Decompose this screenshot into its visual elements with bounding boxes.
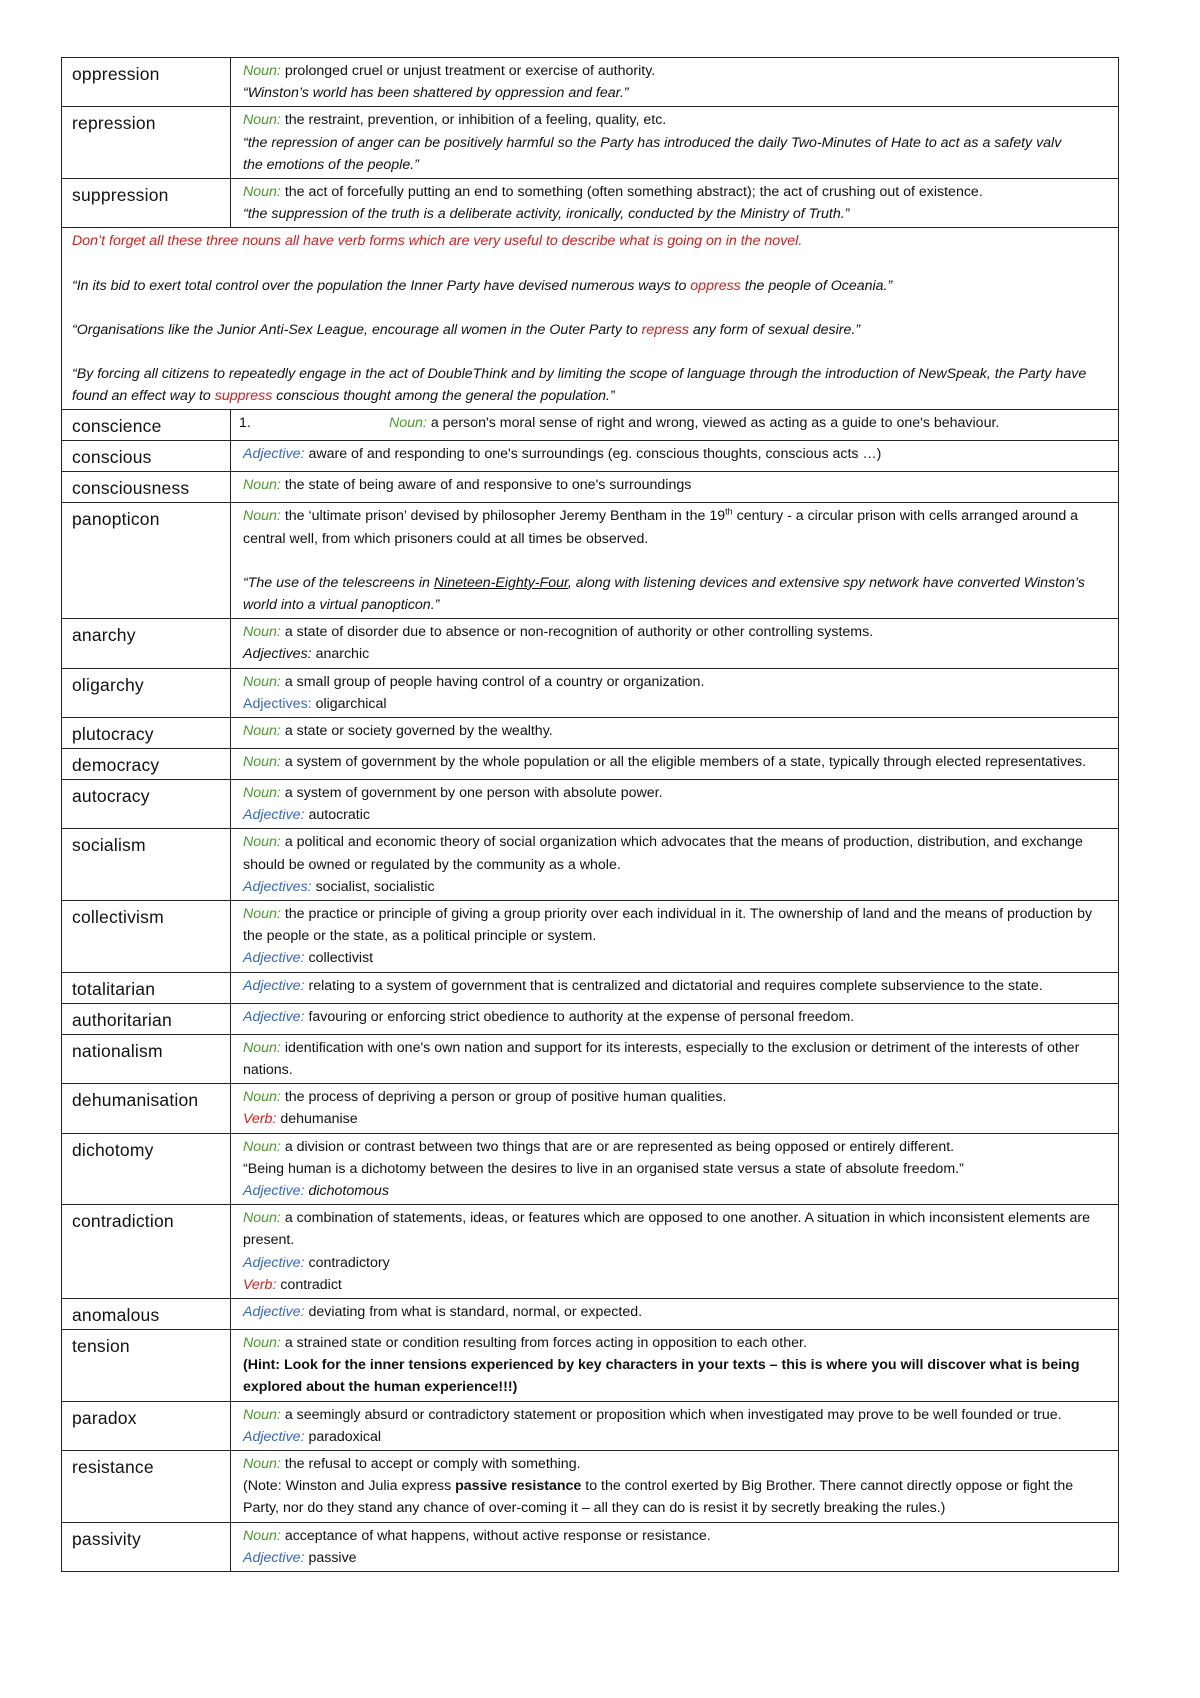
table-row bbox=[62, 441, 1119, 472]
definition-cell: Noun: a division or contrast between two things that are or are represented as being opposed or entirely different. “Being human is a dichotomy between the desires to live in an organised state versus a state of absolute freedom.” Adjective: dichotomous bbox=[231, 1133, 1119, 1205]
definition-cell: Adjective: deviating from what is standard, normal, or expected. bbox=[231, 1298, 1119, 1329]
adjective-label: Adjective: bbox=[243, 1303, 305, 1320]
definition-cell: Noun: a small group of people having control of a country or organization. Adjectives: oligarchical bbox=[231, 668, 1119, 717]
note-example-repress: “Organisations like the Junior Anti-Sex League, encourage all women in the Outer Party to repress any form of sexual desire.” bbox=[72, 321, 861, 338]
table-row bbox=[62, 668, 1119, 717]
noun-label: Noun: bbox=[243, 834, 281, 851]
noun-label: Noun: bbox=[243, 508, 281, 525]
table-row bbox=[62, 1003, 1119, 1034]
definition-cell: Noun: a combination of statements, ideas, or features which are opposed to one another. A situation in which inconsistent elements are present. Adjective: contradictory Verb: contradict bbox=[231, 1205, 1119, 1299]
term-cell: repression bbox=[62, 107, 231, 179]
term-cell: oppression bbox=[62, 58, 231, 107]
noun-label: Noun: bbox=[243, 1138, 281, 1155]
noun-label: Noun: bbox=[243, 1089, 281, 1106]
definition-cell: Noun: a system of government by the whole population or all the eligible members of a state, typically through elected representatives. bbox=[231, 749, 1119, 780]
table-row bbox=[62, 1298, 1119, 1329]
noun-label: Noun: bbox=[243, 1406, 281, 1423]
adjective-label: Adjective: bbox=[243, 1254, 305, 1271]
noun-label: Noun: bbox=[243, 906, 281, 923]
definition-cell: Noun: prolonged cruel or unjust treatment or exercise of authority. “Winston’s world has been shattered by oppression and fear.” bbox=[231, 58, 1119, 107]
noun-label: Noun: bbox=[243, 1334, 281, 1351]
definition-cell: Noun: the state of being aware of and responsive to one's surroundings bbox=[231, 472, 1119, 503]
definition-cell: Noun: a seemingly absurd or contradictory statement or proposition which when investigated may prove to be well founded or true. Adjective: paradoxical bbox=[231, 1401, 1119, 1450]
definition-cell: Adjective: favouring or enforcing strict obedience to authority at the expense of personal freedom. bbox=[231, 1003, 1119, 1034]
table-row bbox=[62, 410, 1119, 441]
table-row bbox=[62, 749, 1119, 780]
adjective-label: Adjective: bbox=[243, 1428, 305, 1445]
definition-cell: Noun: a political and economic theory of social organization which advocates that the means of production, distribution, and exchange should be owned or regulated by the community as a whole. Adjectives: socialist, socialistic bbox=[231, 829, 1119, 901]
term-cell: oligarchy bbox=[62, 668, 231, 717]
adjective-label: Adjective: bbox=[243, 1549, 305, 1566]
definition-cell: Noun: a state of disorder due to absence or non-recognition of authority or other controlling systems. Adjectives: anarchic bbox=[231, 619, 1119, 668]
adjective-label: Adjective: bbox=[243, 950, 305, 967]
adjective-label: Adjective: bbox=[243, 1182, 305, 1199]
table-row bbox=[62, 1205, 1119, 1299]
noun-label: Noun: bbox=[243, 785, 281, 802]
term-cell: panopticon bbox=[62, 503, 231, 619]
term-cell: nationalism bbox=[62, 1034, 231, 1083]
table-row bbox=[62, 780, 1119, 829]
noun-label: Noun: bbox=[243, 1210, 281, 1227]
table-row bbox=[62, 1034, 1119, 1083]
table-row bbox=[62, 1522, 1119, 1571]
definition-cell: Noun: the practice or principle of giving a group priority over each individual in it. The ownership of land and the means of production by the people or the state, as a political principle or system. Adjective: collectivist bbox=[231, 901, 1119, 973]
table-row bbox=[62, 1084, 1119, 1133]
noun-label: Noun: bbox=[243, 112, 281, 129]
list-number: 1. bbox=[239, 415, 251, 432]
adjective-label: Adjective: bbox=[243, 1008, 305, 1025]
noun-label: Noun: bbox=[243, 723, 281, 740]
note-heading: Don’t forget all these three nouns all have verb forms which are very useful to describe what is going on in the novel. bbox=[72, 233, 803, 250]
term-cell: totalitarian bbox=[62, 972, 231, 1003]
term-cell: democracy bbox=[62, 749, 231, 780]
definition-cell: Noun: the ‘ultimate prison’ devised by philosopher Jeremy Bentham in the 19th century - a circular prison with cells arranged around a central well, from which prisoners could at all times be observed. “The use of the telescreens in Nineteen-Eighty-Four, along with listening devices and extensive spy network have converted Winston’s world into a virtual panopticon.” bbox=[231, 503, 1119, 619]
term-cell: contradiction bbox=[62, 1205, 231, 1299]
example-quote: “Being human is a dichotomy between the desires to live in an organised state versus a state of absolute freedom.” bbox=[243, 1160, 964, 1177]
adjective-label: Adjective: bbox=[243, 977, 305, 994]
noun-label: Noun: bbox=[389, 415, 427, 432]
definition-cell: Noun: the refusal to accept or comply with something. (Note: Winston and Julia express passive resistance to the control exerted by Big Brother. There cannot directly oppose or fight the Party, nor do they stand any chance of over-coming it – all they can do is resist it by secretly breaking the rules.) bbox=[231, 1450, 1119, 1522]
verb-forms-note-row bbox=[62, 228, 1119, 410]
definition-cell: 1. Noun: a person's moral sense of right and wrong, viewed as acting as a guide to one's behaviour. bbox=[231, 410, 1119, 441]
table-row bbox=[62, 718, 1119, 749]
noun-label: Noun: bbox=[243, 1039, 281, 1056]
definition-cell: Noun: the restraint, prevention, or inhibition of a feeling, quality, etc. “the repression of anger can be positively harmful so the Party has introduced the daily Two-Minutes of Hate to act as a safety valv the emotions of the people.” bbox=[231, 107, 1119, 179]
definition-cell: Adjective: aware of and responding to one's surroundings (eg. conscious thoughts, conscious acts …) bbox=[231, 441, 1119, 472]
adjectives-label: Adjectives: bbox=[243, 695, 312, 712]
term-cell: socialism bbox=[62, 829, 231, 901]
noun-label: Noun: bbox=[243, 754, 281, 771]
adjective-label: Adjective: bbox=[243, 807, 305, 824]
definition-cell: Noun: the process of depriving a person or group of positive human qualities. Verb: dehumanise bbox=[231, 1084, 1119, 1133]
term-cell: tension bbox=[62, 1329, 231, 1401]
example-quote: “The use of the telescreens in Nineteen-Eighty-Four, along with listening devices and extensive spy network have converted Winston’s world into a virtual panopticon.” bbox=[243, 574, 1085, 614]
term-cell: plutocracy bbox=[62, 718, 231, 749]
table-row bbox=[62, 1133, 1119, 1205]
term-cell: conscious bbox=[62, 441, 231, 472]
definition-cell: Noun: acceptance of what happens, without active response or resistance. Adjective: passive bbox=[231, 1522, 1119, 1571]
table-row bbox=[62, 1401, 1119, 1450]
table-row bbox=[62, 972, 1119, 1003]
term-cell: dehumanisation bbox=[62, 1084, 231, 1133]
term-cell: autocracy bbox=[62, 780, 231, 829]
hint-text: (Hint: Look for the inner tensions experienced by key characters in your texts – this is where you will discover what is being explored about the human experience!!!) bbox=[243, 1357, 1080, 1396]
note-text: (Note: Winston and Julia express passive resistance to the control exerted by Big Brother. There cannot directly oppose or fight the Party, nor do they stand any chance of over-coming it – all they can do is resist it by secretly breaking the rules.) bbox=[243, 1478, 1074, 1517]
term-cell: authoritarian bbox=[62, 1003, 231, 1034]
noun-label: Noun: bbox=[243, 184, 281, 201]
table-row bbox=[62, 1329, 1119, 1401]
table-row bbox=[62, 58, 1119, 107]
table-row bbox=[62, 107, 1119, 179]
definition-cell: Noun: a strained state or condition resulting from forces acting in opposition to each other. (Hint: Look for the inner tensions experienced by key characters in your texts – this is where you will discover what is being explored about the human experience!!!) bbox=[231, 1329, 1119, 1401]
table-row bbox=[62, 179, 1119, 228]
definition-cell: Noun: a state or society governed by the wealthy. bbox=[231, 718, 1119, 749]
term-cell: consciousness bbox=[62, 472, 231, 503]
book-title: Nineteen-Eighty-Four bbox=[433, 574, 568, 591]
noun-label: Noun: bbox=[243, 477, 281, 494]
term-cell: paradox bbox=[62, 1401, 231, 1450]
note-example-suppress: “By forcing all citizens to repeatedly engage in the act of DoubleThink and by limiting the scope of language through the introduction of NewSpeak, the Party have found an effect way to suppress conscious thought among the general the population.” bbox=[72, 366, 1087, 405]
term-cell: passivity bbox=[62, 1522, 231, 1571]
table-row bbox=[62, 472, 1119, 503]
verb-highlight: suppress bbox=[214, 388, 273, 405]
definition-cell: Noun: a system of government by one person with absolute power. Adjective: autocratic bbox=[231, 780, 1119, 829]
verb-forms-note bbox=[62, 228, 1119, 410]
term-cell: suppression bbox=[62, 179, 231, 228]
adjective-label: Adjective: bbox=[243, 446, 305, 463]
table-row bbox=[62, 1450, 1119, 1522]
noun-label: Noun: bbox=[243, 1527, 281, 1544]
noun-label: Noun: bbox=[243, 63, 281, 79]
term-cell: conscience bbox=[62, 410, 231, 441]
term-cell: dichotomy bbox=[62, 1133, 231, 1205]
definition-cell: Noun: the act of forcefully putting an end to something (often something abstract); the act of crushing out of existence. “the suppression of the truth is a deliberate activity, ironically, conducted by the Ministry of Truth.” bbox=[231, 179, 1119, 228]
term-cell: anarchy bbox=[62, 619, 231, 668]
definition-cell: Adjective: relating to a system of government that is centralized and dictatorial and requires complete subservience to the state. bbox=[231, 972, 1119, 1003]
term-cell: anomalous bbox=[62, 1298, 231, 1329]
example-quote: “Winston’s world has been shattered by oppression and fear.” bbox=[243, 85, 629, 102]
example-quote: “the suppression of the truth is a deliberate activity, ironically, conducted by the Ministry of Truth.” bbox=[243, 206, 850, 223]
example-quote: “the repression of anger can be positively harmful so the Party has introduced the daily Two-Minutes of Hate to act as a safety valv bbox=[243, 134, 1062, 151]
verb-highlight: repress bbox=[641, 321, 689, 338]
verb-label: Verb: bbox=[243, 1111, 277, 1128]
definition-cell: Noun: identification with one's own nation and support for its interests, especially to the exclusion or detriment of the interests of other nations. bbox=[231, 1034, 1119, 1083]
noun-label: Noun: bbox=[243, 624, 281, 641]
note-example-oppress: “In its bid to exert total control over the population the Inner Party have devised numerous ways to oppress the people of Oceania.” bbox=[72, 277, 893, 294]
table-row bbox=[62, 503, 1119, 619]
verb-label: Verb: bbox=[243, 1276, 277, 1293]
term-cell: collectivism bbox=[62, 901, 231, 973]
table-row bbox=[62, 619, 1119, 668]
adjectives-label: Adjectives: bbox=[243, 878, 312, 895]
verb-highlight: oppress bbox=[690, 277, 741, 294]
noun-label: Noun: bbox=[243, 1455, 281, 1472]
table-row bbox=[62, 829, 1119, 901]
example-quote-continued: the emotions of the people.” bbox=[243, 156, 419, 173]
term-cell: resistance bbox=[62, 1450, 231, 1522]
vocabulary-table bbox=[61, 57, 1119, 1572]
noun-label: Noun: bbox=[243, 673, 281, 690]
adjectives-label: Adjectives: bbox=[243, 646, 312, 663]
vocabulary-sheet bbox=[61, 57, 1119, 1572]
table-row bbox=[62, 901, 1119, 973]
